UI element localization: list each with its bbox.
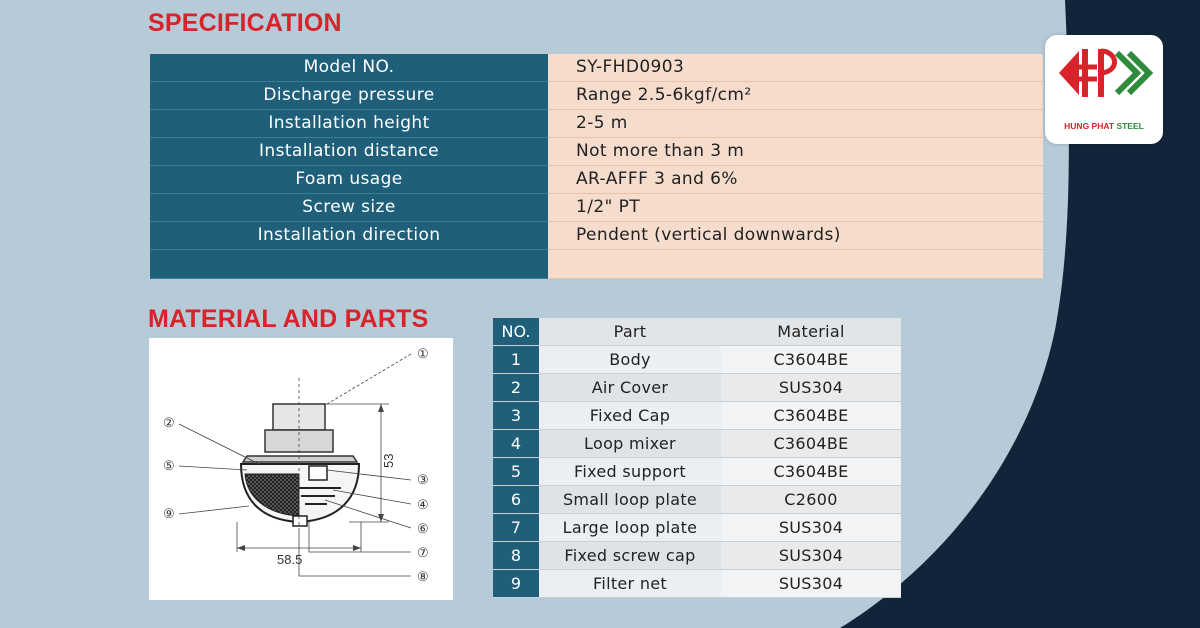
part-material: SUS304 — [721, 570, 901, 598]
spec-value: AR-AFFF 3 and 6% — [548, 166, 1043, 194]
part-material: SUS304 — [721, 374, 901, 402]
parts-table-header — [493, 318, 901, 346]
callout-6: ⑥ — [417, 521, 429, 536]
part-number: 2 — [493, 374, 539, 402]
spec-label: Screw size — [150, 194, 548, 222]
spec-row — [150, 222, 1043, 250]
callout-5: ⑤ — [163, 458, 175, 473]
part-number: 1 — [493, 346, 539, 374]
spec-row — [150, 166, 1043, 194]
spec-value: 2-5 m — [548, 110, 1043, 138]
parts-row — [493, 430, 901, 458]
part-material: SUS304 — [721, 542, 901, 570]
spec-value: 1/2" PT — [548, 194, 1043, 222]
callout-2: ② — [163, 415, 175, 430]
part-name: Body — [539, 346, 721, 374]
part-material: C3604BE — [721, 402, 901, 430]
callout-8: ⑧ — [417, 569, 429, 584]
part-number: 8 — [493, 542, 539, 570]
parts-row — [493, 402, 901, 430]
spec-value: Range 2.5-6kgf/cm² — [548, 82, 1043, 110]
spec-label: Installation direction — [150, 222, 548, 250]
spec-label: Model NO. — [150, 54, 548, 82]
spec-value — [548, 250, 1043, 279]
part-material: C3604BE — [721, 430, 901, 458]
spec-row — [150, 110, 1043, 138]
logo-caption-left: HUNG PHAT — [1064, 121, 1115, 131]
specification-heading: SPECIFICATION — [148, 9, 342, 37]
parts-row — [493, 458, 901, 486]
part-material: SUS304 — [721, 514, 901, 542]
callout-9: ⑨ — [163, 506, 175, 521]
spec-label: Installation distance — [150, 138, 548, 166]
part-number: 4 — [493, 430, 539, 458]
callout-1: ① — [417, 346, 429, 361]
part-name: Fixed screw cap — [539, 542, 721, 570]
spec-row — [150, 138, 1043, 166]
header-material: Material — [721, 318, 901, 346]
part-name: Small loop plate — [539, 486, 721, 514]
spec-label: Installation height — [150, 110, 548, 138]
parts-row — [493, 346, 901, 374]
parts-row — [493, 374, 901, 402]
logo-caption-right: STEEL — [1116, 121, 1144, 131]
part-material: C3604BE — [721, 458, 901, 486]
header-part: Part — [539, 318, 721, 346]
part-material: C3604BE — [721, 346, 901, 374]
spec-label: Foam usage — [150, 166, 548, 194]
specification-table — [150, 54, 1043, 279]
hung-phat-logo — [1045, 35, 1163, 144]
spec-value: SY-FHD0903 — [548, 54, 1043, 82]
material-parts-heading: MATERIAL AND PARTS — [148, 305, 429, 333]
height-dimension-label: 53 — [381, 453, 396, 468]
callout-4: ④ — [417, 497, 429, 512]
part-number: 3 — [493, 402, 539, 430]
part-name: Filter net — [539, 570, 721, 598]
header-no: NO. — [493, 318, 539, 346]
logo-mark-icon — [1045, 35, 1163, 121]
spec-row — [150, 82, 1043, 110]
spec-row — [150, 54, 1043, 82]
parts-row — [493, 514, 901, 542]
spec-label — [150, 250, 548, 279]
part-name: Loop mixer — [539, 430, 721, 458]
spec-value: Pendent (vertical downwards) — [548, 222, 1043, 250]
part-number: 5 — [493, 458, 539, 486]
sprinkler-diagram — [149, 338, 453, 600]
spec-value: Not more than 3 m — [548, 138, 1043, 166]
spec-row — [150, 250, 1043, 279]
logo-caption — [1045, 121, 1163, 131]
callout-7: ⑦ — [417, 545, 429, 560]
callout-3: ③ — [417, 472, 429, 487]
parts-row — [493, 486, 901, 514]
part-name: Air Cover — [539, 374, 721, 402]
spec-row — [150, 194, 1043, 222]
parts-row — [493, 542, 901, 570]
part-name: Fixed support — [539, 458, 721, 486]
part-name: Large loop plate — [539, 514, 721, 542]
part-material: C2600 — [721, 486, 901, 514]
parts-table — [493, 318, 901, 600]
spec-label: Discharge pressure — [150, 82, 548, 110]
part-number: 9 — [493, 570, 539, 598]
part-name: Fixed Cap — [539, 402, 721, 430]
width-dimension-label: 58.5 — [277, 552, 303, 567]
part-number: 7 — [493, 514, 539, 542]
part-number: 6 — [493, 486, 539, 514]
parts-row — [493, 570, 901, 598]
